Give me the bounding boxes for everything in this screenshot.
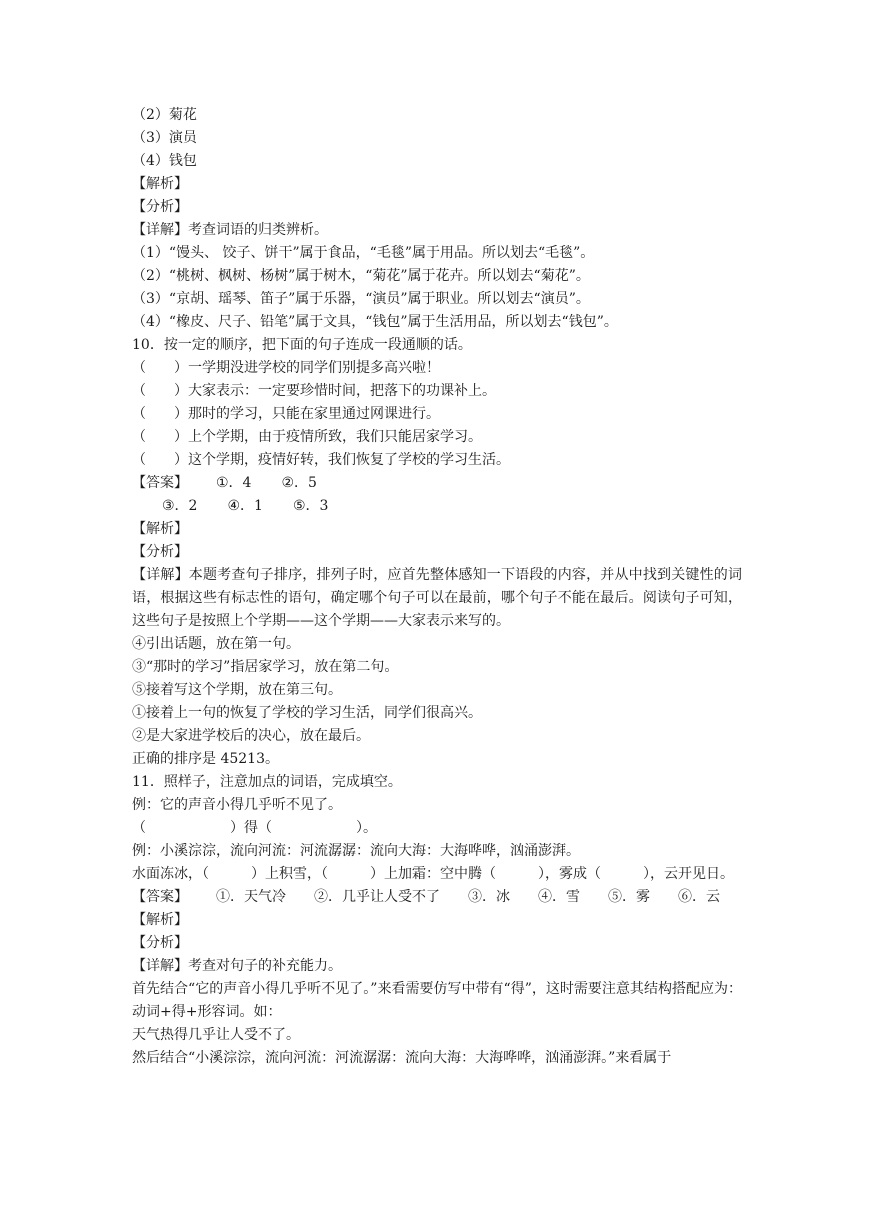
q9-option: （4）钱包 [132, 153, 197, 169]
q10-sentence-text: 这个学期，疫情好转，我们恢复了学校的学习生活。 [188, 452, 510, 468]
answer-item: ①．天气冷 [216, 889, 286, 905]
q9-detail: 【详解】考查词语的归类辨析。 [132, 222, 328, 238]
q10-fenxi-label: 【分析】 [132, 544, 188, 560]
q9-option: （2）菊花 [132, 107, 197, 123]
answer-item: ③．冰 [468, 889, 510, 905]
q10-sentence-row [132, 449, 742, 472]
q11-title: 11．照样子，注意加点的词语，完成填空。 [132, 774, 402, 790]
q10-detail: 【详解】本题考查句子排序，排列子时，应首先整体感知一下语段的内容，并从中找到关键性的词语，根据这些有标志性的语句，确定哪个句子可以在最前，哪个句子不能在最后。阅读句子可知，这些句子是按照上个学期——这个学期——大家表示来写的。 [132, 567, 742, 629]
q11-paragraph: 首先结合“它的声音小得几乎听不见了。”来看需要仿写中带有“得”，这时需要注意其结构搭配应为：动词+得+形容词。如： [132, 981, 742, 1020]
q10-step: 正确的排序是 45213。 [132, 751, 279, 767]
answer-item: ②．5 [281, 475, 317, 491]
q11-paragraph: 天气热得几乎让人受不了。 [132, 1027, 300, 1043]
q11-fill-line: 水面冻冰，（ ）上积雪，（ ）上加霜：空中腾（ ），雾成（ ），云开见日。 [132, 866, 734, 882]
order-blank[interactable]: （ ） [132, 406, 188, 422]
q9-point: （4）“橡皮、尺子、铅笔”属于文具，“钱包”属于生活用品，所以划去“钱包”。 [132, 314, 618, 330]
q9-jiexi-label: 【解析】 [132, 176, 188, 192]
q9-option: （3）演员 [132, 130, 197, 146]
q10-step: ⑤接着写这个学期，放在第三句。 [132, 682, 342, 698]
q10-sentence-row [132, 426, 742, 449]
order-blank[interactable]: （ ） [132, 429, 188, 445]
q11-example: 例：小溪淙淙，流向河流：河流潺潺：流向大海：大海哗哗，汹涌澎湃。 [132, 843, 580, 859]
q9-point: （1）“馒头、 饺子、饼干”属于食品，“毛毯”属于用品。所以划去“毛毯”。 [132, 245, 595, 261]
answer-label: 【答案】 [132, 889, 188, 905]
q11-example: 例：它的声音小得几乎听不见了。 [132, 797, 342, 813]
q11-jiexi-label: 【解析】 [132, 912, 188, 928]
q10-sentence-text: 那时的学习，只能在家里通过网课进行。 [188, 406, 440, 422]
q10-jiexi-label: 【解析】 [132, 521, 188, 537]
q10-step: ②是大家进学校后的决心，放在最后。 [132, 728, 370, 744]
answer-item: ④．1 [227, 498, 263, 514]
q10-title: 10．按一定的顺序，把下面的句子连成一段通顺的话。 [132, 337, 472, 353]
q10-sentence-text: 一学期没进学校的同学们别提多高兴啦！ [188, 360, 440, 376]
order-blank[interactable]: （ ） [132, 452, 188, 468]
q11-fenxi-label: 【分析】 [132, 935, 188, 951]
answer-item: ②．几乎让人受不了 [314, 889, 440, 905]
q9-fenxi-label: 【分析】 [132, 199, 188, 215]
q10-sentence-text: 大家表示：一定要珍惜时间，把落下的功课补上。 [188, 383, 496, 399]
answer-item: ⑤．雾 [608, 889, 650, 905]
answer-label: 【答案】 [132, 475, 188, 491]
q11-paragraph: 然后结合“小溪淙淙，流向河流：河流潺潺：流向大海：大海哗哗，汹涌澎湃。”来看属于 [132, 1050, 672, 1066]
q11-detail: 【详解】考查对句子的补充能力。 [132, 958, 342, 974]
q9-point: （3）“京胡、瑶琴、笛子”属于乐器，“演员”属于职业。所以划去“演员”。 [132, 291, 590, 307]
q10-answer-line [132, 472, 742, 495]
q10-step: ①接着上一句的恢复了学校的学习生活，同学们很高兴。 [132, 705, 482, 721]
answer-item: ⑥．云 [678, 889, 720, 905]
q10-sentence-text: 上个学期，由于疫情所致，我们只能居家学习。 [188, 429, 482, 445]
q10-answer-line [132, 495, 742, 518]
answer-item: ④．雪 [538, 889, 580, 905]
document-page [132, 104, 742, 1070]
q10-sentence-row [132, 380, 742, 403]
answer-item: ⑤．3 [292, 498, 329, 514]
q10-step: ④引出话题，放在第一句。 [132, 636, 300, 652]
answer-item: ③．2 [162, 498, 198, 514]
q10-sentence-row [132, 403, 742, 426]
order-blank[interactable]: （ ） [132, 360, 188, 376]
q9-point: （2）“桃树、枫树、杨树”属于树木，“菊花”属于花卉。所以划去“菊花”。 [132, 268, 590, 284]
answer-item: ①．4 [216, 475, 252, 491]
q10-step: ③“那时的学习”指居家学习，放在第二句。 [132, 659, 399, 675]
q10-sentence-row [132, 357, 742, 380]
q11-answer-line [132, 886, 742, 909]
q11-blank-line: （ ）得（ ）。 [132, 820, 377, 836]
order-blank[interactable]: （ ） [132, 383, 188, 399]
